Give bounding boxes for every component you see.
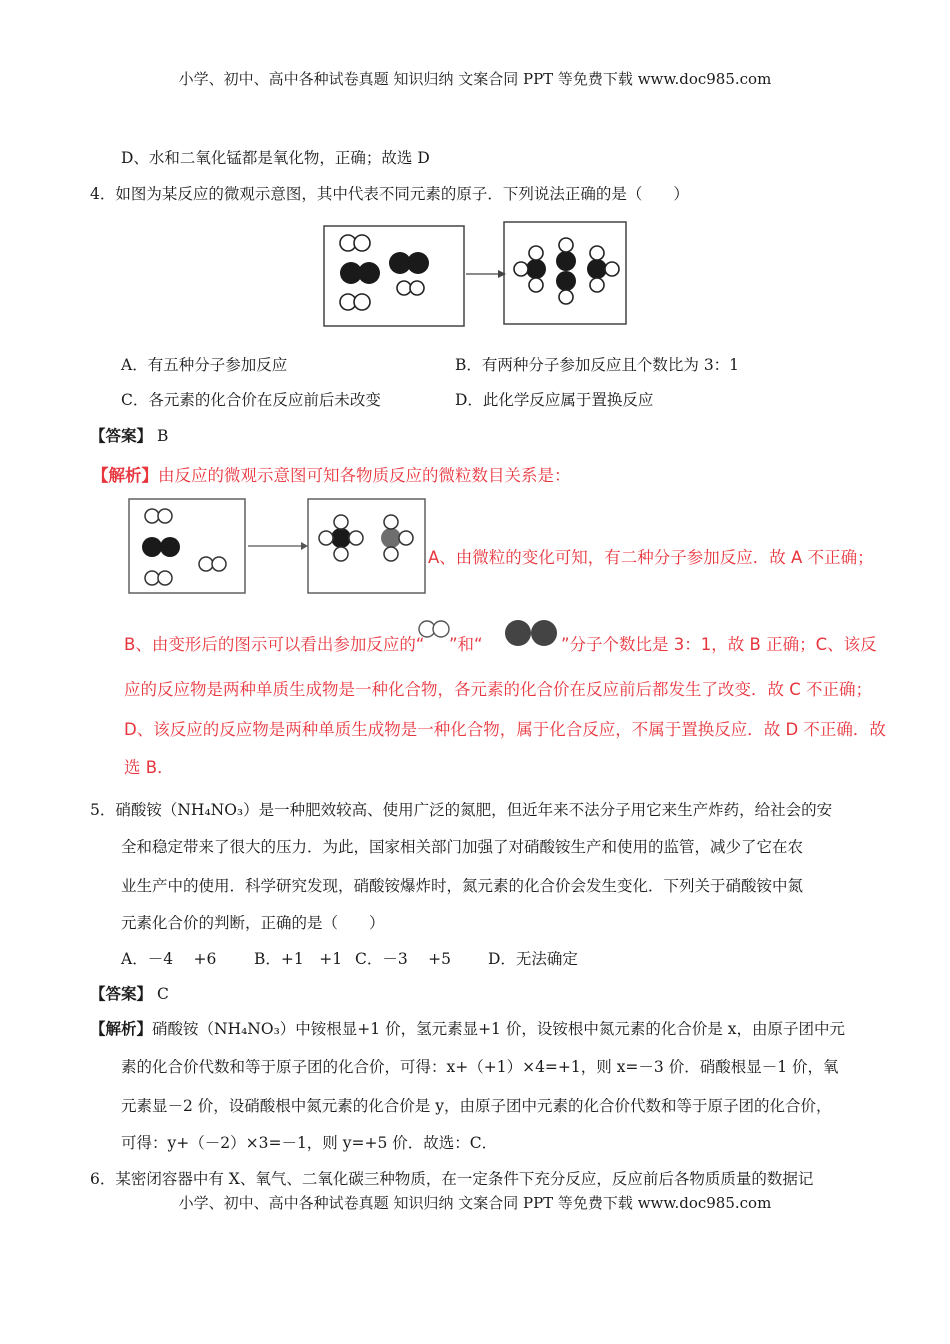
dark-molecule-icon xyxy=(503,618,561,648)
q4-reaction-figure xyxy=(322,220,628,330)
q4-analysis-figure xyxy=(127,497,427,597)
q5-stem-line-3: 业生产中的使用．科学研究发现，硝酸铵爆炸时，氮元素的化合价会发生变化．下列关于硝酸铵中氮 xyxy=(121,877,804,895)
q4-analysis-b-and: ”和“ xyxy=(449,635,483,654)
page-footer: 小学、初中、高中各种试卷真题 知识归纳 文案合同 PPT 等免费下载 www.doc985.com xyxy=(178,1194,772,1212)
q4-analysis-line5: 选 B． xyxy=(124,758,174,777)
q4-analysis-line4: D、该反应的反应物是两种单质生成物是一种化合物，属于化合反应，不属于置换反应．故 D 不正确．故 xyxy=(124,720,886,739)
q4-answer-value: B xyxy=(156,427,169,445)
arrow-head xyxy=(498,270,506,278)
prev-answer-line: D、水和二氧化锰都是氧化物，正确；故选 D xyxy=(121,149,430,167)
white-molecule-icon xyxy=(418,620,450,640)
q4-answer-label: 【答案】 xyxy=(90,426,153,445)
dark-molecules xyxy=(340,252,429,284)
q4-option-a: A．有五种分子参加反应 xyxy=(121,356,288,374)
q5-option-d: D．无法确定 xyxy=(488,950,578,968)
analysis-product-box xyxy=(308,499,425,593)
q4-analysis-label: 【解析】 xyxy=(92,466,158,485)
q5-option-c: C．－3 +5 xyxy=(355,950,451,968)
q6-stem: 6．某密闭容器中有 X、氧气、二氧化碳三种物质，在一定条件下充分反应，反应前后各物质质量的数据记 xyxy=(90,1170,814,1188)
q4-analysis-intro-text: 由反应的微观示意图可知各物质反应的微粒数目关系是： xyxy=(158,466,571,485)
page-header: 小学、初中、高中各种试卷真题 知识归纳 文案合同 PPT 等免费下载 www.doc985.com xyxy=(178,70,772,88)
q5-option-b: B．+1 +1 xyxy=(254,950,343,968)
q4-option-d: D．此化学反应属于置换反应 xyxy=(455,391,654,409)
product-molecules xyxy=(514,238,619,304)
q4-answer xyxy=(90,424,168,446)
q5-analysis-line-1 xyxy=(90,1017,845,1039)
q5-answer xyxy=(90,982,169,1004)
q5-stem-line-2: 全和稳定带来了很大的压力．为此，国家相关部门加强了对硝酸铵生产和使用的监管，减少了它在农 xyxy=(121,838,804,856)
q4-analysis-line3: 应的反应物是两种单质生成物是一种化合物，各元素的化合价在反应前后都发生了改变．故 C 不正确； xyxy=(124,680,873,699)
q4-analysis-b-pre: B、由变形后的图示可以看出参加反应的“ xyxy=(124,635,425,654)
q4-analysis-b-post: ”分子个数比是 3：1，故 B 正确；C、该反 xyxy=(561,635,877,654)
q5-analysis-line-2: 素的化合价代数和等于原子团的化合价，可得：x+（+1）×4=+1，则 x=－3 价．硝酸根显－1 价，氧 xyxy=(121,1058,839,1076)
q5-stem-line-1: 5．硝酸铵（NH₄NO₃）是一种肥效较高、使用广泛的氮肥，但近年来不法分子用它来生产炸药，给社会的安 xyxy=(90,801,833,819)
q5-stem-line-4: 元素化合价的判断，正确的是（ ） xyxy=(121,914,385,932)
q5-answer-label: 【答案】 xyxy=(90,984,153,1003)
q4-analysis-intro xyxy=(92,462,571,486)
q5-analysis-label: 【解析】 xyxy=(90,1019,153,1038)
q4-option-c: C．各元素的化合价在反应前后未改变 xyxy=(121,391,381,409)
q4-analysis-a: A、由微粒的变化可知，有二种分子参加反应．故 A 不正确； xyxy=(428,548,874,567)
q4-stem: 4．如图为某反应的微观示意图，其中代表不同元素的原子．下列说法正确的是（ ） xyxy=(90,185,689,203)
q4-option-b: B．有两种分子参加反应且个数比为 3：1 xyxy=(455,356,740,374)
q5-analysis-line-3: 元素显－2 价，设硝酸根中氮元素的化合价是 y，由原子团中元素的化合价代数和等于原子团的化合价， xyxy=(121,1097,832,1115)
q5-answer-value: C xyxy=(156,985,169,1003)
q5-analysis-line-4: 可得：y+（－2）×3=－1，则 y=+5 价．故选：C． xyxy=(121,1134,498,1152)
q5-analysis-text-1: 硝酸铵（NH₄NO₃）中铵根显+1 价，氢元素显+1 价，设铵根中氮元素的化合价是 x，由原子团中元 xyxy=(152,1020,846,1038)
q5-option-a: A．－4 +6 xyxy=(121,950,217,968)
